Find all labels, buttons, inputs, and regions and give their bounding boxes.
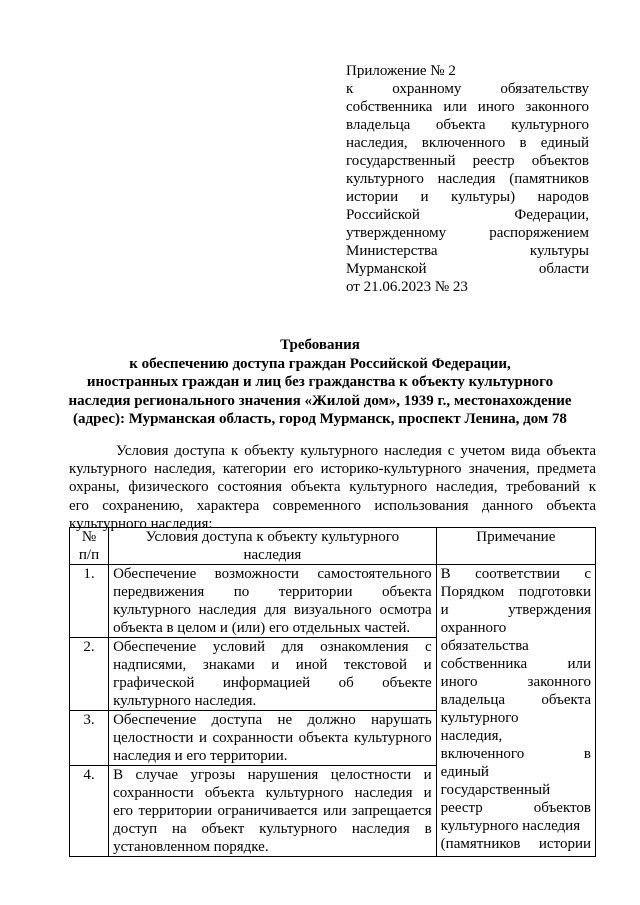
row-conditions: Обеспечение доступа не должно нарушать целостности и сохранности объекта культурного наследия и его территории. (109, 711, 437, 766)
table-header-row (70, 528, 596, 565)
row-number: 3. (70, 711, 109, 766)
requirements-table (69, 527, 596, 857)
row-number: 4. (70, 766, 109, 857)
appendix-line: от 21.06.2023 № 23 (346, 279, 468, 295)
appendix-line: культурного наследия (памятников (346, 171, 589, 187)
appendix-line: государственный реестр объектов (346, 153, 589, 169)
intro-line: его сохранению, характера современного использования данного объекта (69, 497, 596, 514)
appendix-line: утвержденному распоряжением (346, 225, 589, 241)
intro-line: культурного наследия: (69, 515, 213, 532)
appendix-line: Министерства культуры (346, 243, 589, 259)
row-conditions: Обеспечение условий для ознакомления с надписями, знаками и иной текстовой и графической информацией об объекте культурного наследия. (109, 638, 437, 711)
row-number: 2. (70, 638, 109, 711)
intro-line: Условия доступа к объекту культурного наследия с учетом вида объекта (116, 443, 596, 459)
note-cell: В соответствии с Порядком подготовки и утверждения охранного обязательства собственника или иного законного владельца объекта культурного наследия, включенного в единый государственный реестр объектов культурного наследия (памятников истории (436, 565, 595, 857)
row-number: 1. (70, 565, 109, 638)
appendix-header (346, 62, 589, 296)
row-conditions: В случае угрозы нарушения целостности и сохранности объекта культурного наследия и его территории ограничивается или запрещается доступ на объект культурного наследия в установленном порядке. (109, 766, 437, 857)
intro-paragraph (69, 442, 596, 533)
appendix-line: Мурманской области (346, 261, 589, 277)
appendix-line: владельца объекта культурного (346, 117, 589, 133)
header-note: Примечание (436, 528, 595, 565)
intro-line: культурного наследия, категории его историко-культурного значения, предмета (69, 461, 596, 478)
row-conditions: Обеспечение возможности самостоятельного передвижения по территории объекта культурного наследия для визуального осмотра объекта в целом и (или) его отдельных частей. (109, 565, 437, 638)
header-number: № п/п (70, 528, 109, 565)
intro-line: охраны, физического состояния объекта культурного наследия, требований к (69, 479, 596, 496)
appendix-line: истории и культуры) народов (346, 189, 589, 205)
title-line: к обеспечению доступа граждан Российской Федерации, (129, 355, 511, 372)
header-conditions: Условия доступа к объекту культурного наследия (109, 528, 437, 565)
title-line: Требования (280, 337, 360, 353)
appendix-line: к охранному обязательству (346, 81, 589, 97)
document-title (60, 336, 580, 429)
appendix-line: Российской Федерации, (346, 207, 589, 223)
title-line: наследия регионального значения «Жилой дом», 1939 г., местонахождение (68, 392, 572, 409)
table-row (70, 565, 596, 638)
appendix-line: наследия, включенного в единый (346, 135, 589, 151)
appendix-line: Приложение № 2 (346, 63, 456, 79)
title-line: иностранных граждан и лиц без гражданства к объекту культурного (86, 374, 554, 390)
title-line: (адрес): Мурманская область, город Мурманск, проспект Ленина, дом 78 (73, 411, 567, 427)
appendix-line: собственника или иного законного (346, 99, 589, 115)
